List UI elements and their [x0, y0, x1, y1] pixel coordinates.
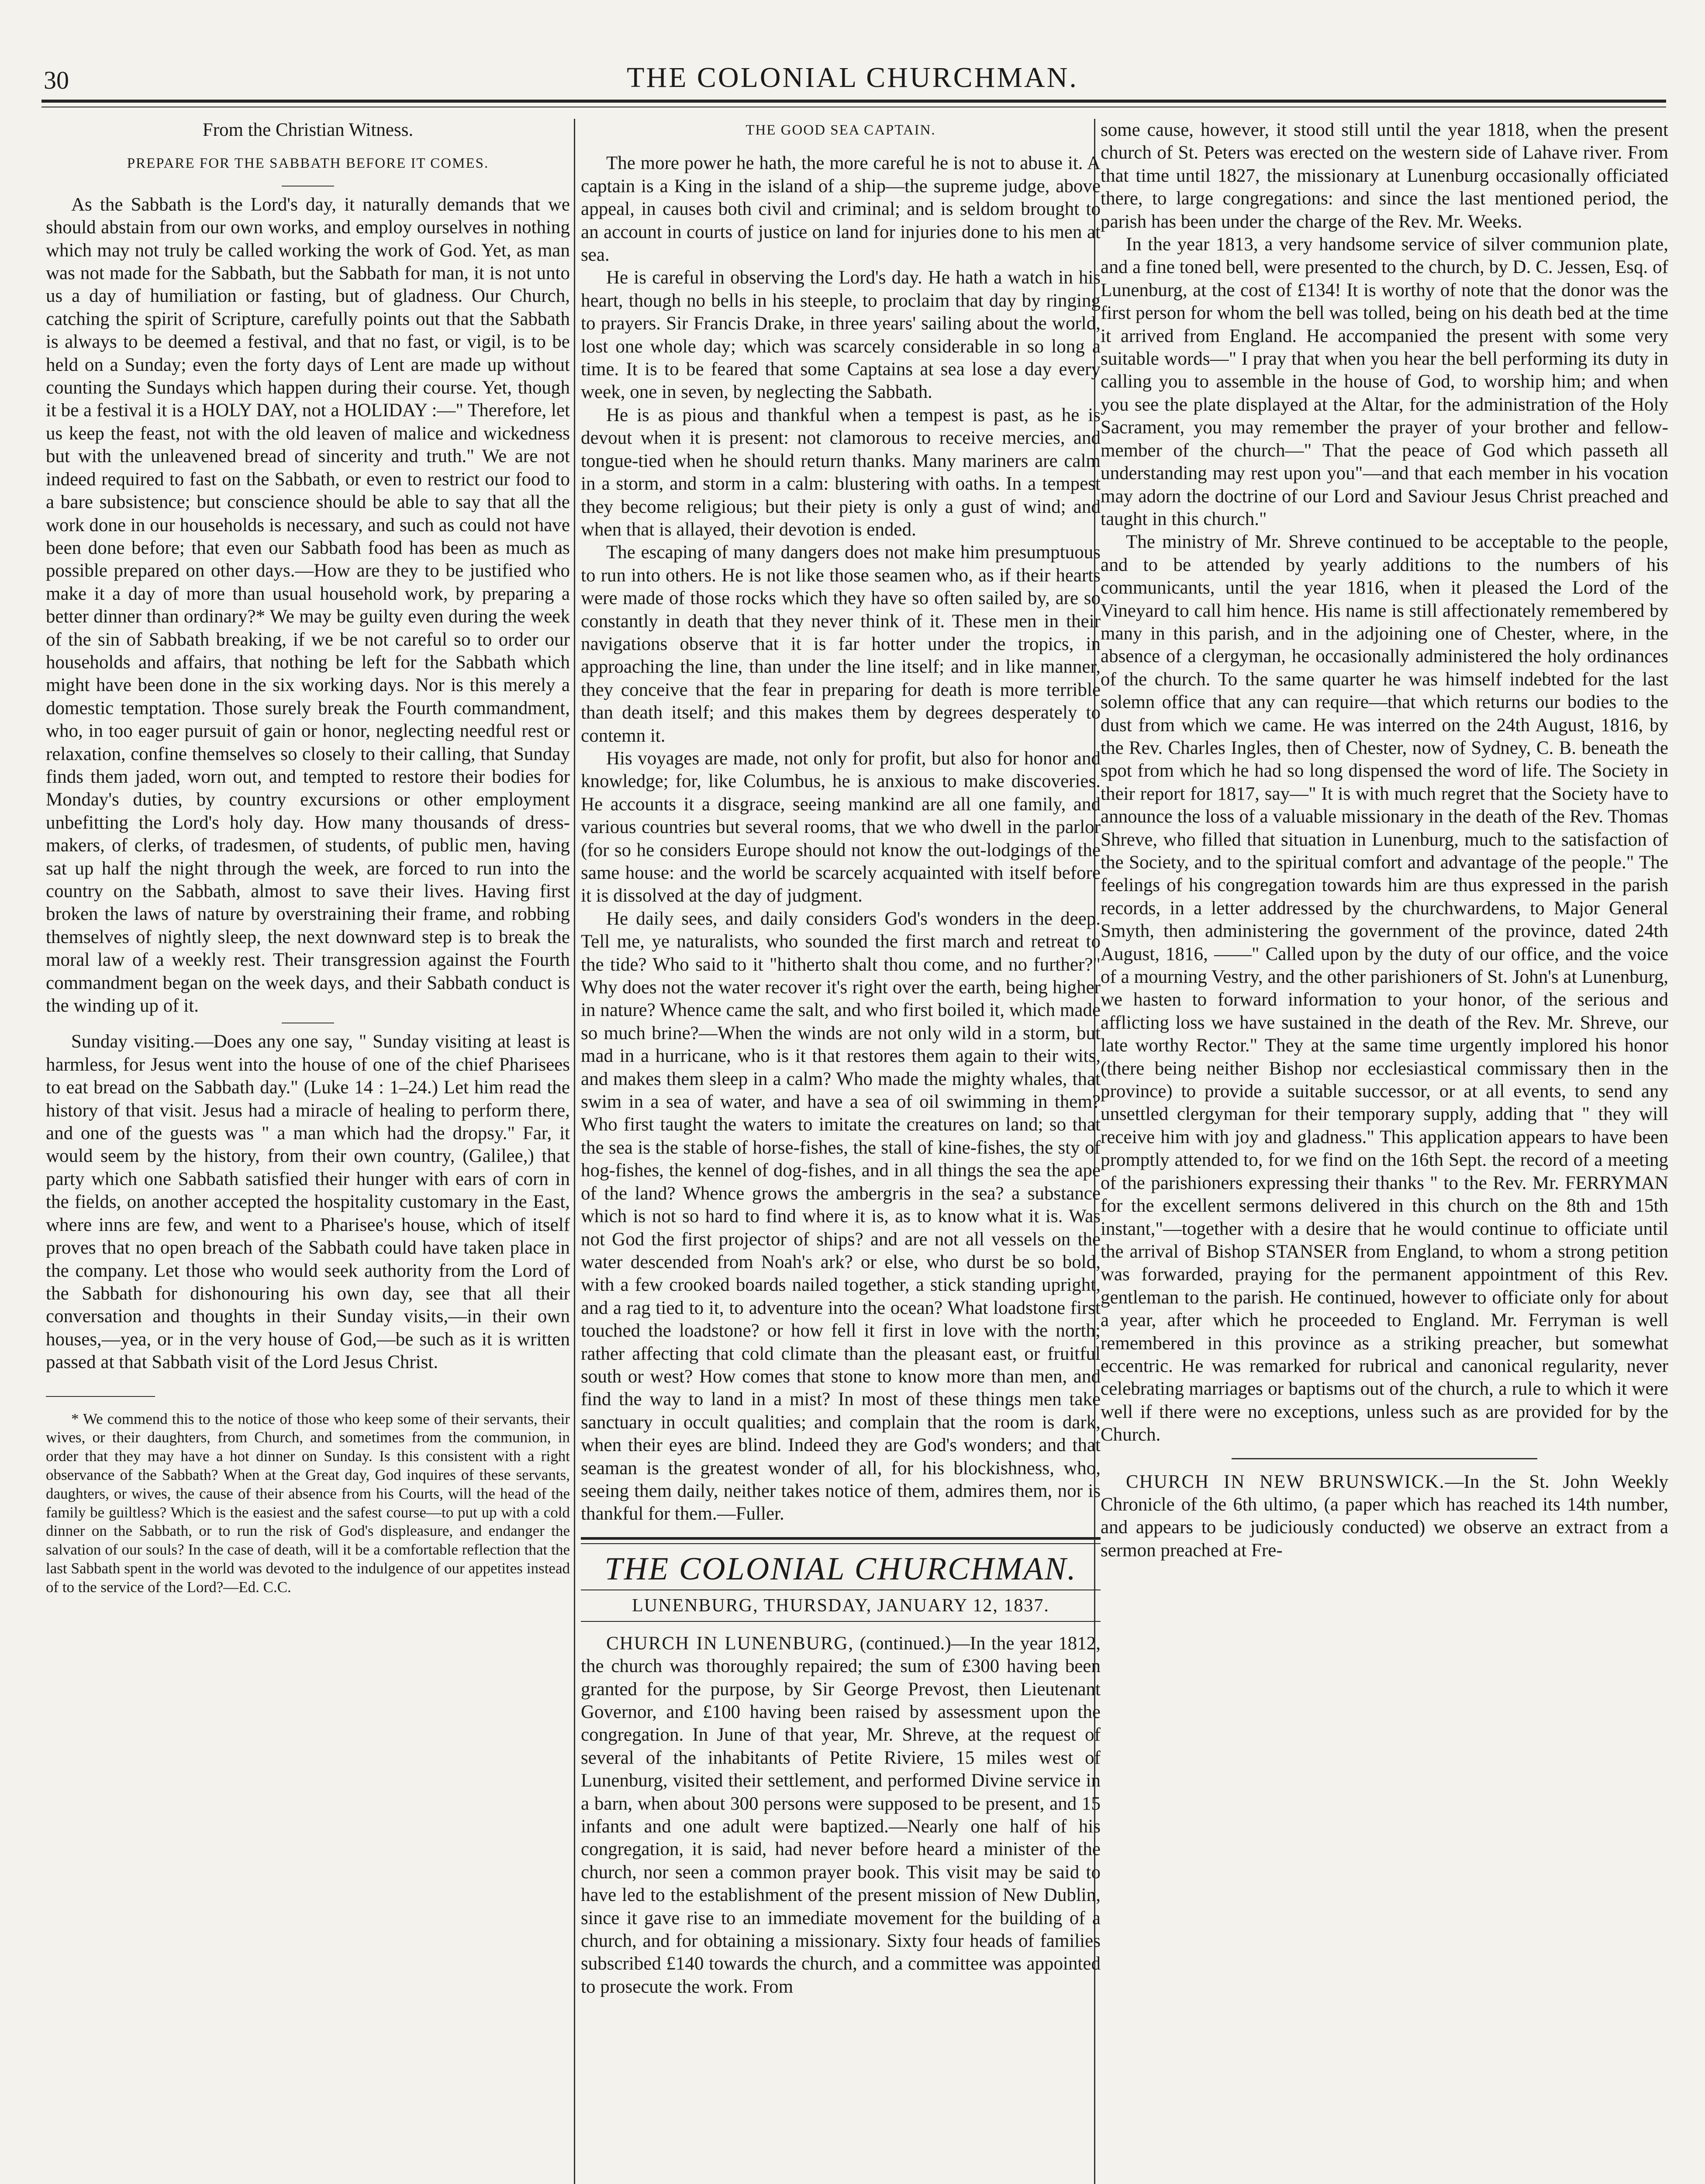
paragraph: His voyages are made, not only for profit, but also for honor and knowledge; for, like Columbus, he is anxious to make discoveries. He accounts it a disgrace, seeing mankind are all one family, and various countries but several rooms, that we who dwell in the parlor (for so he considers Europe should not know the out-lodgings of the same house: and the world be scarcely acquainted with itself before it is dissolved at the day of judgment.: [581, 748, 1101, 906]
masthead-title: THE COLONIAL CHURCHMAN.: [604, 1551, 1077, 1587]
article-heading-sea-captain: THE GOOD SEA CAPTAIN.: [746, 122, 936, 138]
paragraph-body: —In the St. John Weekly Chronicle of the 6th ultimo, (a paper which has reached its 14th number, and appears to be judiciously conducted) we observe an extract from a sermon preached at Fre-: [1101, 1471, 1668, 1561]
running-title: THE COLONIAL CHURCHMAN.: [627, 62, 1078, 93]
paragraph: some cause, however, it stood still until the year 1818, when the present church of St. Peters was erected on the western side of Lahave river. From that time until 1827, the missionary at Lunenburg occasionally officiated there, to large congregations: and since the last mentioned period, the parish has been under the charge of the Rev. Mr. Weeks.: [1101, 120, 1668, 232]
divider: [1232, 1458, 1537, 1459]
source-line: From the Christian Witness.: [202, 120, 414, 140]
paragraph: He is as pious and thankful when a tempest is past, as he is devout when it is present: not clamorous to receive mercies, and tongue-tied when he should return thanks. Many mariners are calm in a storm, and storm in a calm: blustering with oaths. In a tempest they become religious; but their piety is only a gust of wind; and when that is allayed, their devotion is ended.: [581, 404, 1101, 540]
paragraph: The more power he hath, the more careful he is not to abuse it. A captain is a King in the island of a ship—the supreme judge, above appeal, in causes both civil and criminal; and is seldom brought to an account in courts of justice on land for injuries done to his men at sea.: [581, 153, 1101, 266]
column-3: [1101, 119, 1668, 2184]
paragraph: As the Sabbath is the Lord's day, it naturally demands that we should abstain from our own works, and employ ourselves in nothing which may not truly be called working the work of God. Yet, as man was not made for the Sabbath, but the Sabbath for man, it is not unto us a day of humiliation or fasting, but of gladness. Our Church, catching the spirit of Scripture, carefully points out that the Sabbath is always to be deemed a festival, and that no fast, or vigil, is to be held on a Sunday; even the forty days of Lent are made up without counting the Sundays which happen during their course. Yet, though it be a festival it is a HOLY DAY, not a HOLIDAY :—" Therefore, let us keep the feast, not with the old leaven of malice and wickedness but with the unleavened bread of sincerity and truth." We are not indeed required to fast on the Sabbath, or even to restrict our food to a bare subsistence; but conscience should be able to say that all the work done in our households is necessary, and such as could not have been done before; that even our Sabbath food has been as much as possible prepared on other days.—How are they to be justified who make it a day of more than usual household work, by preparing a better dinner than ordinary?* We may be guilty even during the week of the sin of Sabbath breaking, if we be not careful so to order our households and affairs, that nothing be left for the Sabbath which might have been done in the six working days. Nor is this merely a domestic temptation. Those surely break the Fourth commandment, who, in too eager pursuit of gain or honor, neglecting needful rest or relaxation, confine themselves so closely to their calling, that Sunday finds them jaded, worn out, and tempted to restore their bodies for Monday's duties, by country excursions or other employment unbefitting the Lord's holy day. How many thousands of dress-makers, of clerks, of tradesmen, of students, of public men, having sat up half the night through the week, are forced to run into the country on the Sabbath, almost to save their lives. Having first broken the laws of nature by overstraining their frame, and robbing themselves of nightly sleep, the next downward step is to break the moral law of a weekly rest. Their transgression against the Fourth commandment began on the week days, and their Sabbath conduct is the winding up of it.: [46, 194, 570, 1016]
paragraph: [1101, 1471, 1668, 1562]
masthead-rule: [581, 1537, 1101, 1540]
footnote: * We commend this to the notice of those who keep some of their servants, their wives, or their daughters, from Church, and sometimes from the communion, in order that they may have a hot dinner on Sunday. Is this consistent with a right observance of the Sabbath? When at the Great day, God inquires of these servants, daughters, or wives, the cause of their absence from his Courts, will the head of the family be guiltless? Which is the easiest and the safest course—to put up with a cold dinner on the Sabbath, or to run the risk of God's displeasure, and endanger the salvation of our souls? In the case of death, will it be a comfortable reflection that the last Sabbath spent in the world was devoted to the indulgence of our appetites instead of to the service of the Lord?—Ed. C.C.: [46, 1410, 570, 1596]
divider: [282, 186, 334, 187]
footnote-rule: [46, 1396, 155, 1397]
paragraph: In the year 1813, a very handsome service of silver communion plate, and a fine toned bell, were presented to the church, by D. C. Jessen, Esq. of Lunenburg, at the cost of £134! It is worthy of note that the donor was the first person for whom the bell was tolled, being on his death bed at the time it arrived from England. He accompanied the present with some very suitable words—" I pray that when you hear the bell performing its duty in calling you to assemble in the house of God, to worship him; and when you see the plate displayed at the Altar, for the administration of the Holy Sacrament, you may remember the prayer of your brother and fellow-member of the church—" That the peace of God which passeth all understanding may rest upon you"—and that each member in his vocation may adorn the doctrine of our Lord and Saviour Jesus Christ preached and taught in this church.": [1101, 234, 1668, 529]
page-number: 30: [44, 66, 69, 94]
lead-in: CHURCH IN LUNENBURG,: [606, 1633, 854, 1654]
column-1: [46, 119, 570, 2184]
paragraph: The escaping of many dangers does not make him presumptuous to run into others. He is not like those seamen who, as if their hearts were made of those rocks which they have so often sailed by, are so constantly in death that they never think of it. These men in their navigations observe that it is far hotter under the tropics, in approaching the line, than under the line itself; and in like manner, they conceive that the fear in preparing for death is more terrible than death itself; and this makes them by degrees desperately to contemn it.: [581, 542, 1101, 746]
column-rule-left: [574, 119, 575, 2184]
paragraph: The ministry of Mr. Shreve continued to be acceptable to the people, and to be attended by yearly additions to the numbers of his communicants, until the year 1816, when it pleased the Lord of the Vineyard to call him hence. His name is still affectionately remembered by many in this parish, and in the adjoining one of Chester, where, in the absence of a clergyman, he occasionally administered the holy ordinances of the church. To the same quarter he was himself indebted for the last solemn office that any can require—that which returns our bodies to the dust from which we came. He was interred on the 24th August, 1816, by the Rev. Charles Ingles, then of Chester, now of Sydney, C. B. beneath the spot from which he had so long dispensed the word of life. The Society in their report for 1817, say—" It is with much regret that the Society have to announce the loss of a valuable missionary in the death of the Rev. Thomas Shreve, who filled that situation in Lunenburg, much to the satisfaction of the Society, and to the spiritual comfort and advantage of the people." The feelings of his congregation towards him are thus expressed in the parish records, in a letter addressed by the churchwardens, to Major General Smyth, then administering the government of the province, dated 24th August, 1816, ——" Called upon by the duty of our office, and the voice of a mourning Vestry, and the other parishioners of St. John's at Lunenburg, we hasten to forward information to your honor, of the serious and afflicting loss we have sustained in the death of the Rev. Mr. Shreve, our late worthy Rector." They at the same time urgently implored his honor (there being neither Bishop nor ecclesiastical commissary then in the province) to provide a suitable successor, or at all events, to send any unsettled clergyman for their temporary supply, adding that " they will receive him with joy and gladness." This application appears to have been promptly attended to, for we find on the 16th Sept. the record of a meeting of the parishioners expressing their thanks " to the Rev. Mr. FERRYMAN for the excellent sermons delivered in this church on the 8th and 15th instant,"—together with a desire that he would continue to officiate until the arrival of Bishop STANSER from England, to whom a strong petition was forwarded, praying for the permanent appointment of this Rev. gentleman to the parish. He continued, however to officiate only for about a year, after which he proceeded to England. Mr. Ferryman is well remembered in this province as a striking preacher, but somewhat eccentric. He was remarked for rubrical and canonical regularity, never celebrating marriages or baptisms out of the church, a rule to which it were well if there were no exceptions, unless such as are provided for by the Church.: [1101, 532, 1668, 1445]
paragraph-body: (continued.)—In the year 1812, the church was thoroughly repaired; the sum of £300 having been granted for the purpose, by Sir George Prevost, then Lieutenant Governor, and £100 having been raised by assessment upon the congregation. In June of that year, Mr. Shreve, at the request of several of the inhabitants of Petite Riviere, 15 miles west of Lunenburg, visited their settlement, and performed Divine service in a barn, when about 300 persons were supposed to be present, and 15 infants and one adult were baptized.—Nearly one half of his congregation, it is said, had never before heard a minister of the church, nor seen a common prayer book. This visit may be said to have led to the establishment of the present mission of New Dublin, since it gave rise to an immediate movement for the building of a church, and for obtaining a missionary. Sixty four heads of families subscribed £140 towards the church, and a committee was appointed to prosecute the work. From: [581, 1633, 1101, 1997]
paragraph: He is careful in observing the Lord's day. He hath a watch in his heart, though no bells in his steeple, to proclaim that day by ringing to prayers. Sir Francis Drake, in three years' sailing about the world, lost one whole day; which was scarcely considerable in so long a time. It is to be feared that some Captains at sea lose a day every week, one in seven, by neglecting the Sabbath.: [581, 267, 1101, 403]
header-rule: [41, 100, 1666, 103]
paragraph: Sunday visiting.—Does any one say, " Sunday visiting at least is harmless, for Jesus went into the house of one of the chief Pharisees to eat bread on the Sabbath day." (Luke 14 : 1–24.) Let him read the history of that visit. Jesus had a miracle of healing to perform there, and one of the guests was " a man which had the dropsy." Far, it would seem by the history, from their own country, (Galilee,) that party which one Sabbath satisfied their hunger with ears of corn in the fields, on another accepted the hospitality customary in the East, where inns are few, and went to a Pharisee's house, which of itself proves that no open breach of the Sabbath could have taken place in the company. Let those who would seek authority from the Lord of the Sabbath for dishonouring his own day, see that all their conversation and thoughts in their Sunday visits,—in their own houses,—yea, or in the very house of God,—be such as it is written passed at that Sabbath visit of the Lord Jesus Christ.: [46, 1031, 570, 1373]
masthead-rule-thin: [581, 1543, 1101, 1544]
article-heading-sabbath: PREPARE FOR THE SABBATH BEFORE IT COMES.: [127, 156, 489, 172]
lead-in: CHURCH IN NEW BRUNSWICK.: [1126, 1471, 1445, 1492]
paragraph: [581, 1632, 1101, 1999]
column-2: [581, 119, 1101, 2184]
dateline: LUNENBURG, THURSDAY, JANUARY 12, 1837.: [581, 1590, 1101, 1622]
paragraph: He daily sees, and daily considers God's wonders in the deep. Tell me, ye naturalists, who sounded the first march and retreat to the tide? Who said to it "hitherto shalt thou come, and no further?" Why does not the water recover it's right over the earth, being higher in nature? Whence came the salt, and who first boiled it, which made so much brine?—When the winds are not only wild in a storm, but mad in a hurricane, who is it that restores them again to their wits, and makes them sleep in a calm? Who made the mighty whales, that swim in a sea of water, and have a sea of oil swimming in them? Who first taught the waters to imitate the creatures on land; so that the sea is the stable of horse-fishes, the stall of kine-fishes, the sty of hog-fishes, the kennel of dog-fishes, and in all things the sea the ape of the land? Whence grows the ambergris in the sea? a substance which is not so hard to find where it is, as to know what it is. Was not God the first projector of ships? and are not all vessels on the water descended from Noah's ark? or else, who durst be so bold, with a few crooked boards nailed together, a stick standing upright, and a rag tied to it, to adventure into the ocean? What loadstone first touched the loadstone? or how fell it first in love with the north; rather affecting that cold climate than the pleasant east, or fruitful south or west? How comes that stone to know more than men, and find the way to land in a mist? In most of these things men take sanctuary in occult qualities; and complain that the room is dark, when their eyes are blind. Indeed they are God's wonders; and that seaman is the greatest wonder of all, for his blockishness, who, seeing them daily, neither takes notice of them, admires them, nor is thankful for them.—Fuller.: [581, 908, 1101, 1524]
